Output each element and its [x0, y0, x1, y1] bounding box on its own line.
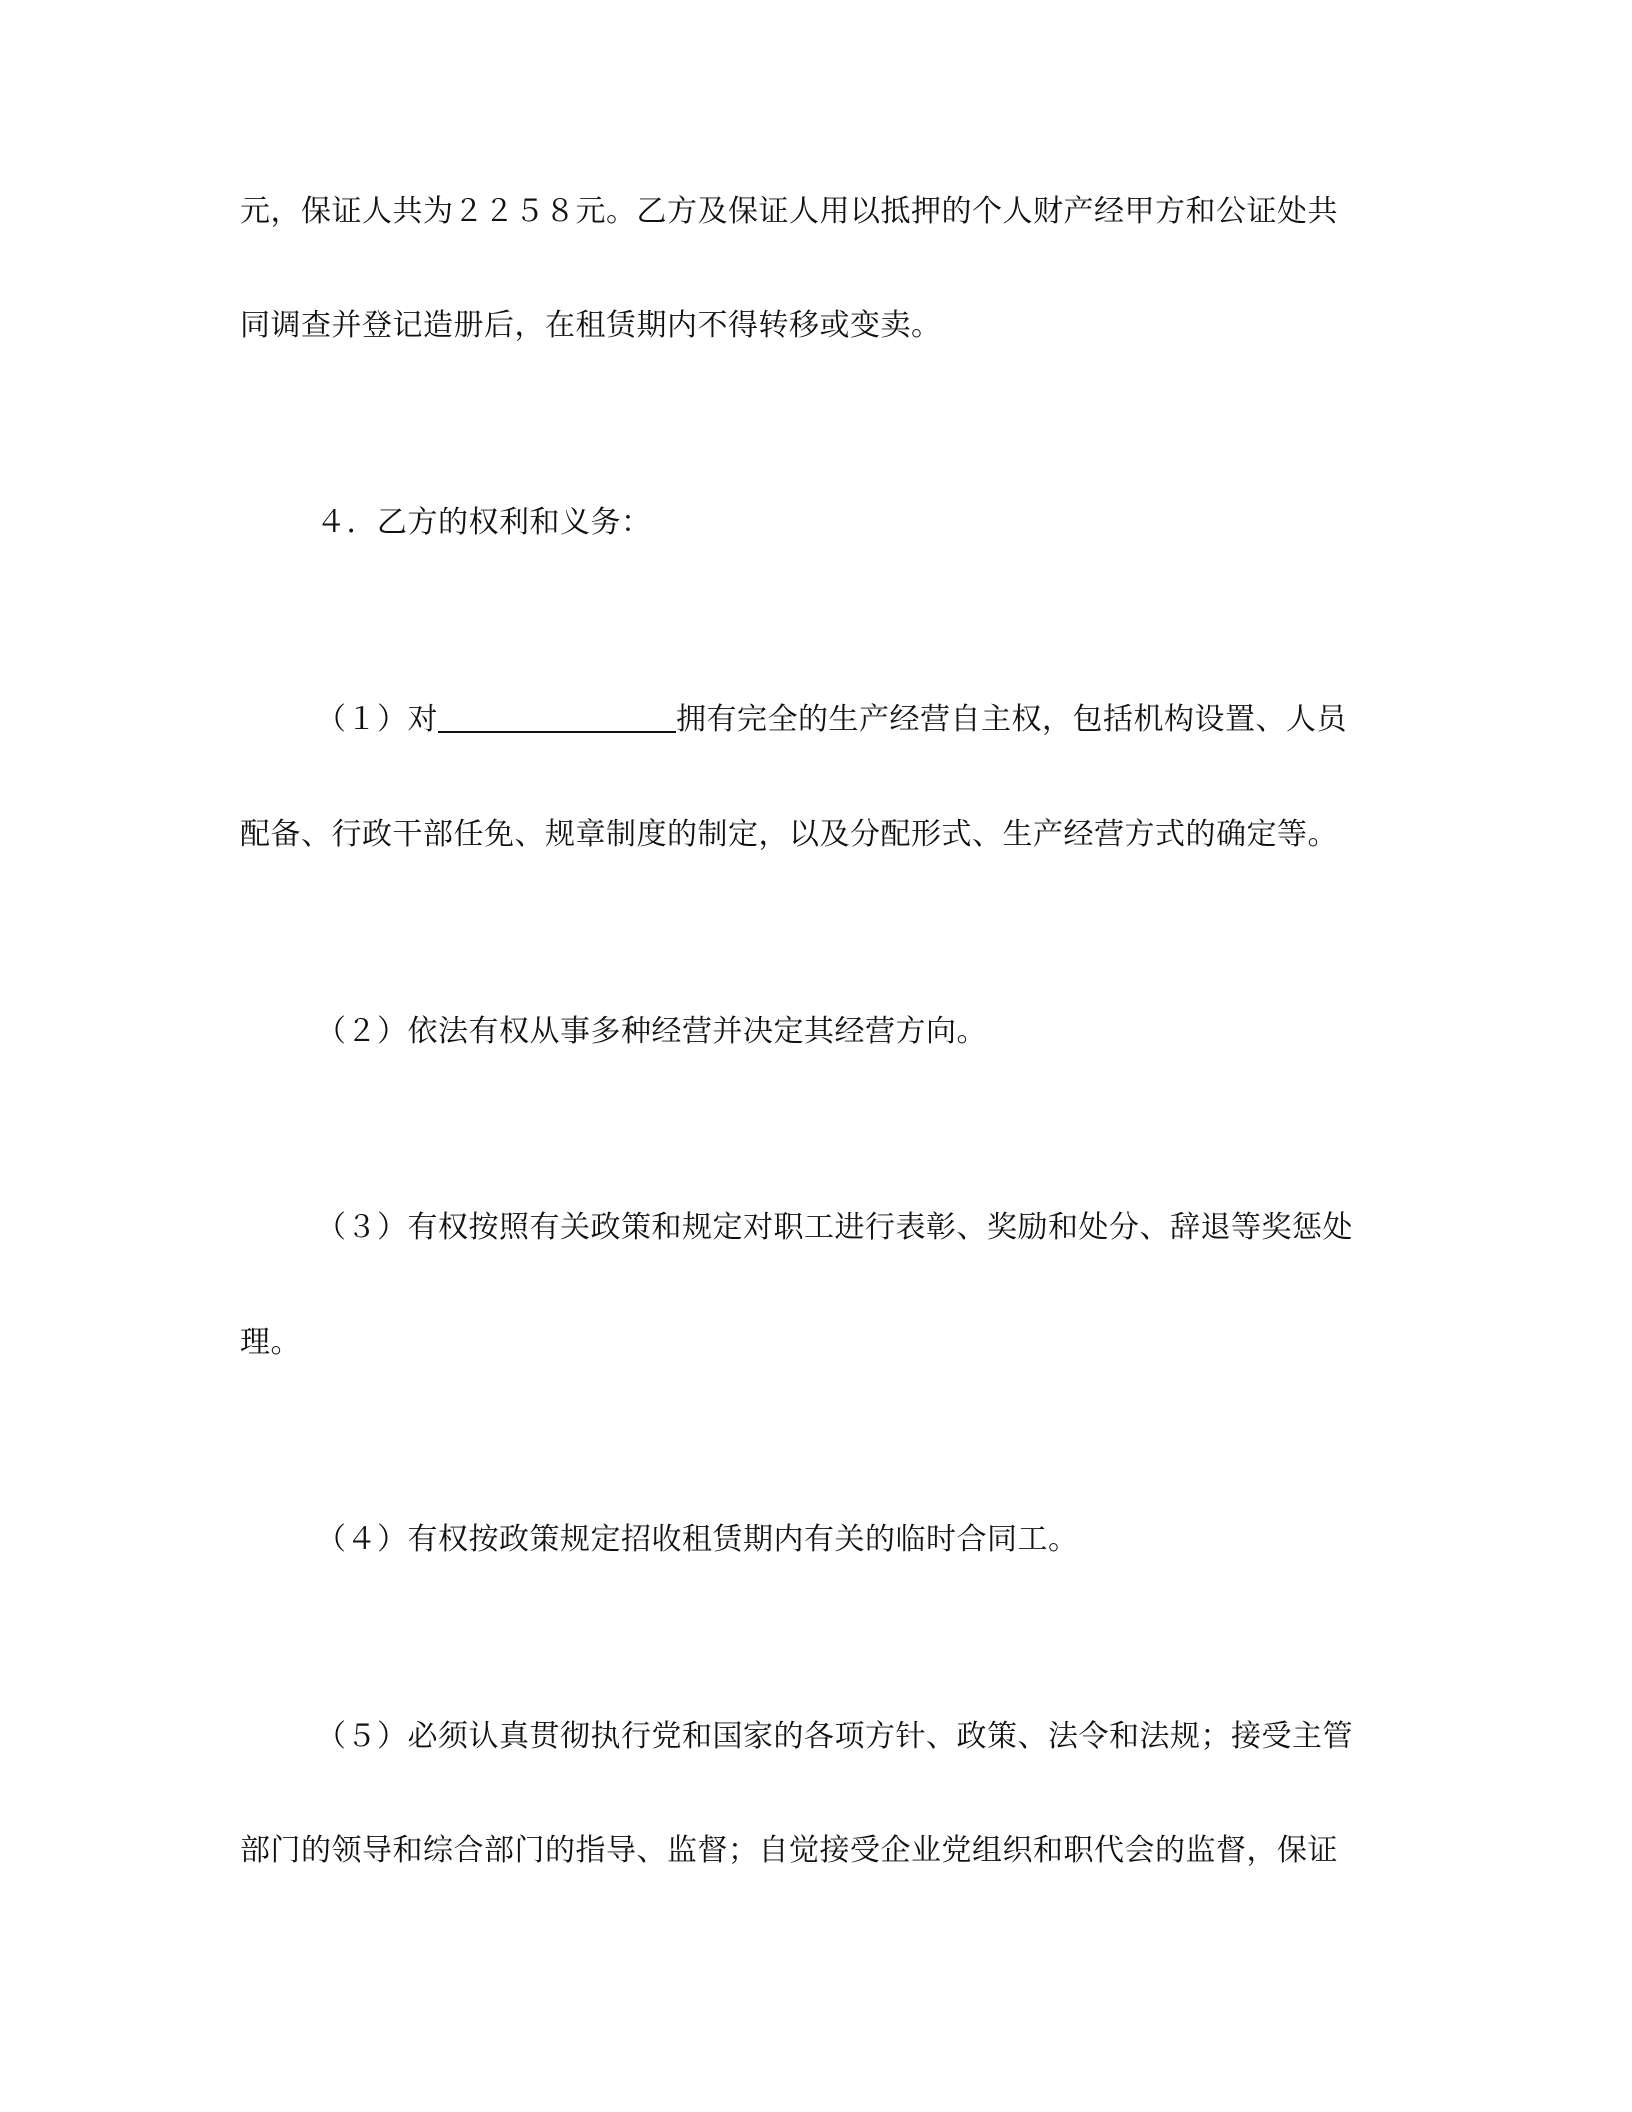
- item-1-line-1: [316, 700, 1347, 740]
- section-4-heading: ４．乙方的权利和义务：: [316, 505, 652, 540]
- item-5-line-1: （５）必须认真贯彻执行党和国家的各项方针、政策、法令和法规；接受主管: [316, 1719, 1353, 1754]
- item-1-prefix: （１）对: [316, 702, 438, 737]
- item-1-line-2: 配备、行政干部任免、规章制度的制定，以及分配形式、生产经营方式的确定等。: [240, 817, 1338, 852]
- item-4-line-1: （４）有权按政策规定招收租赁期内有关的临时合同工。: [316, 1522, 1079, 1557]
- fill-in-blank: [438, 701, 676, 733]
- item-2-line-1: （２）依法有权从事多种经营并决定其经营方向。: [316, 1014, 987, 1049]
- paragraph-1-line-1: 元，保证人共为２２５８元。乙方及保证人用以抵押的个人财产经甲方和公证处共: [240, 194, 1338, 229]
- item-3-line-1: （３）有权按照有关政策和规定对职工进行表彰、奖励和处分、辞退等奖惩处: [316, 1210, 1353, 1245]
- paragraph-1-line-2: 同调查并登记造册后，在租赁期内不得转移或变卖。: [240, 308, 942, 343]
- item-1-suffix: 拥有完全的生产经营自主权，包括机构设置、人员: [676, 702, 1347, 737]
- item-5-line-2: 部门的领导和综合部门的指导、监督；自觉接受企业党组织和职代会的监督，保证: [240, 1833, 1338, 1868]
- item-3-line-2: 理。: [240, 1325, 301, 1360]
